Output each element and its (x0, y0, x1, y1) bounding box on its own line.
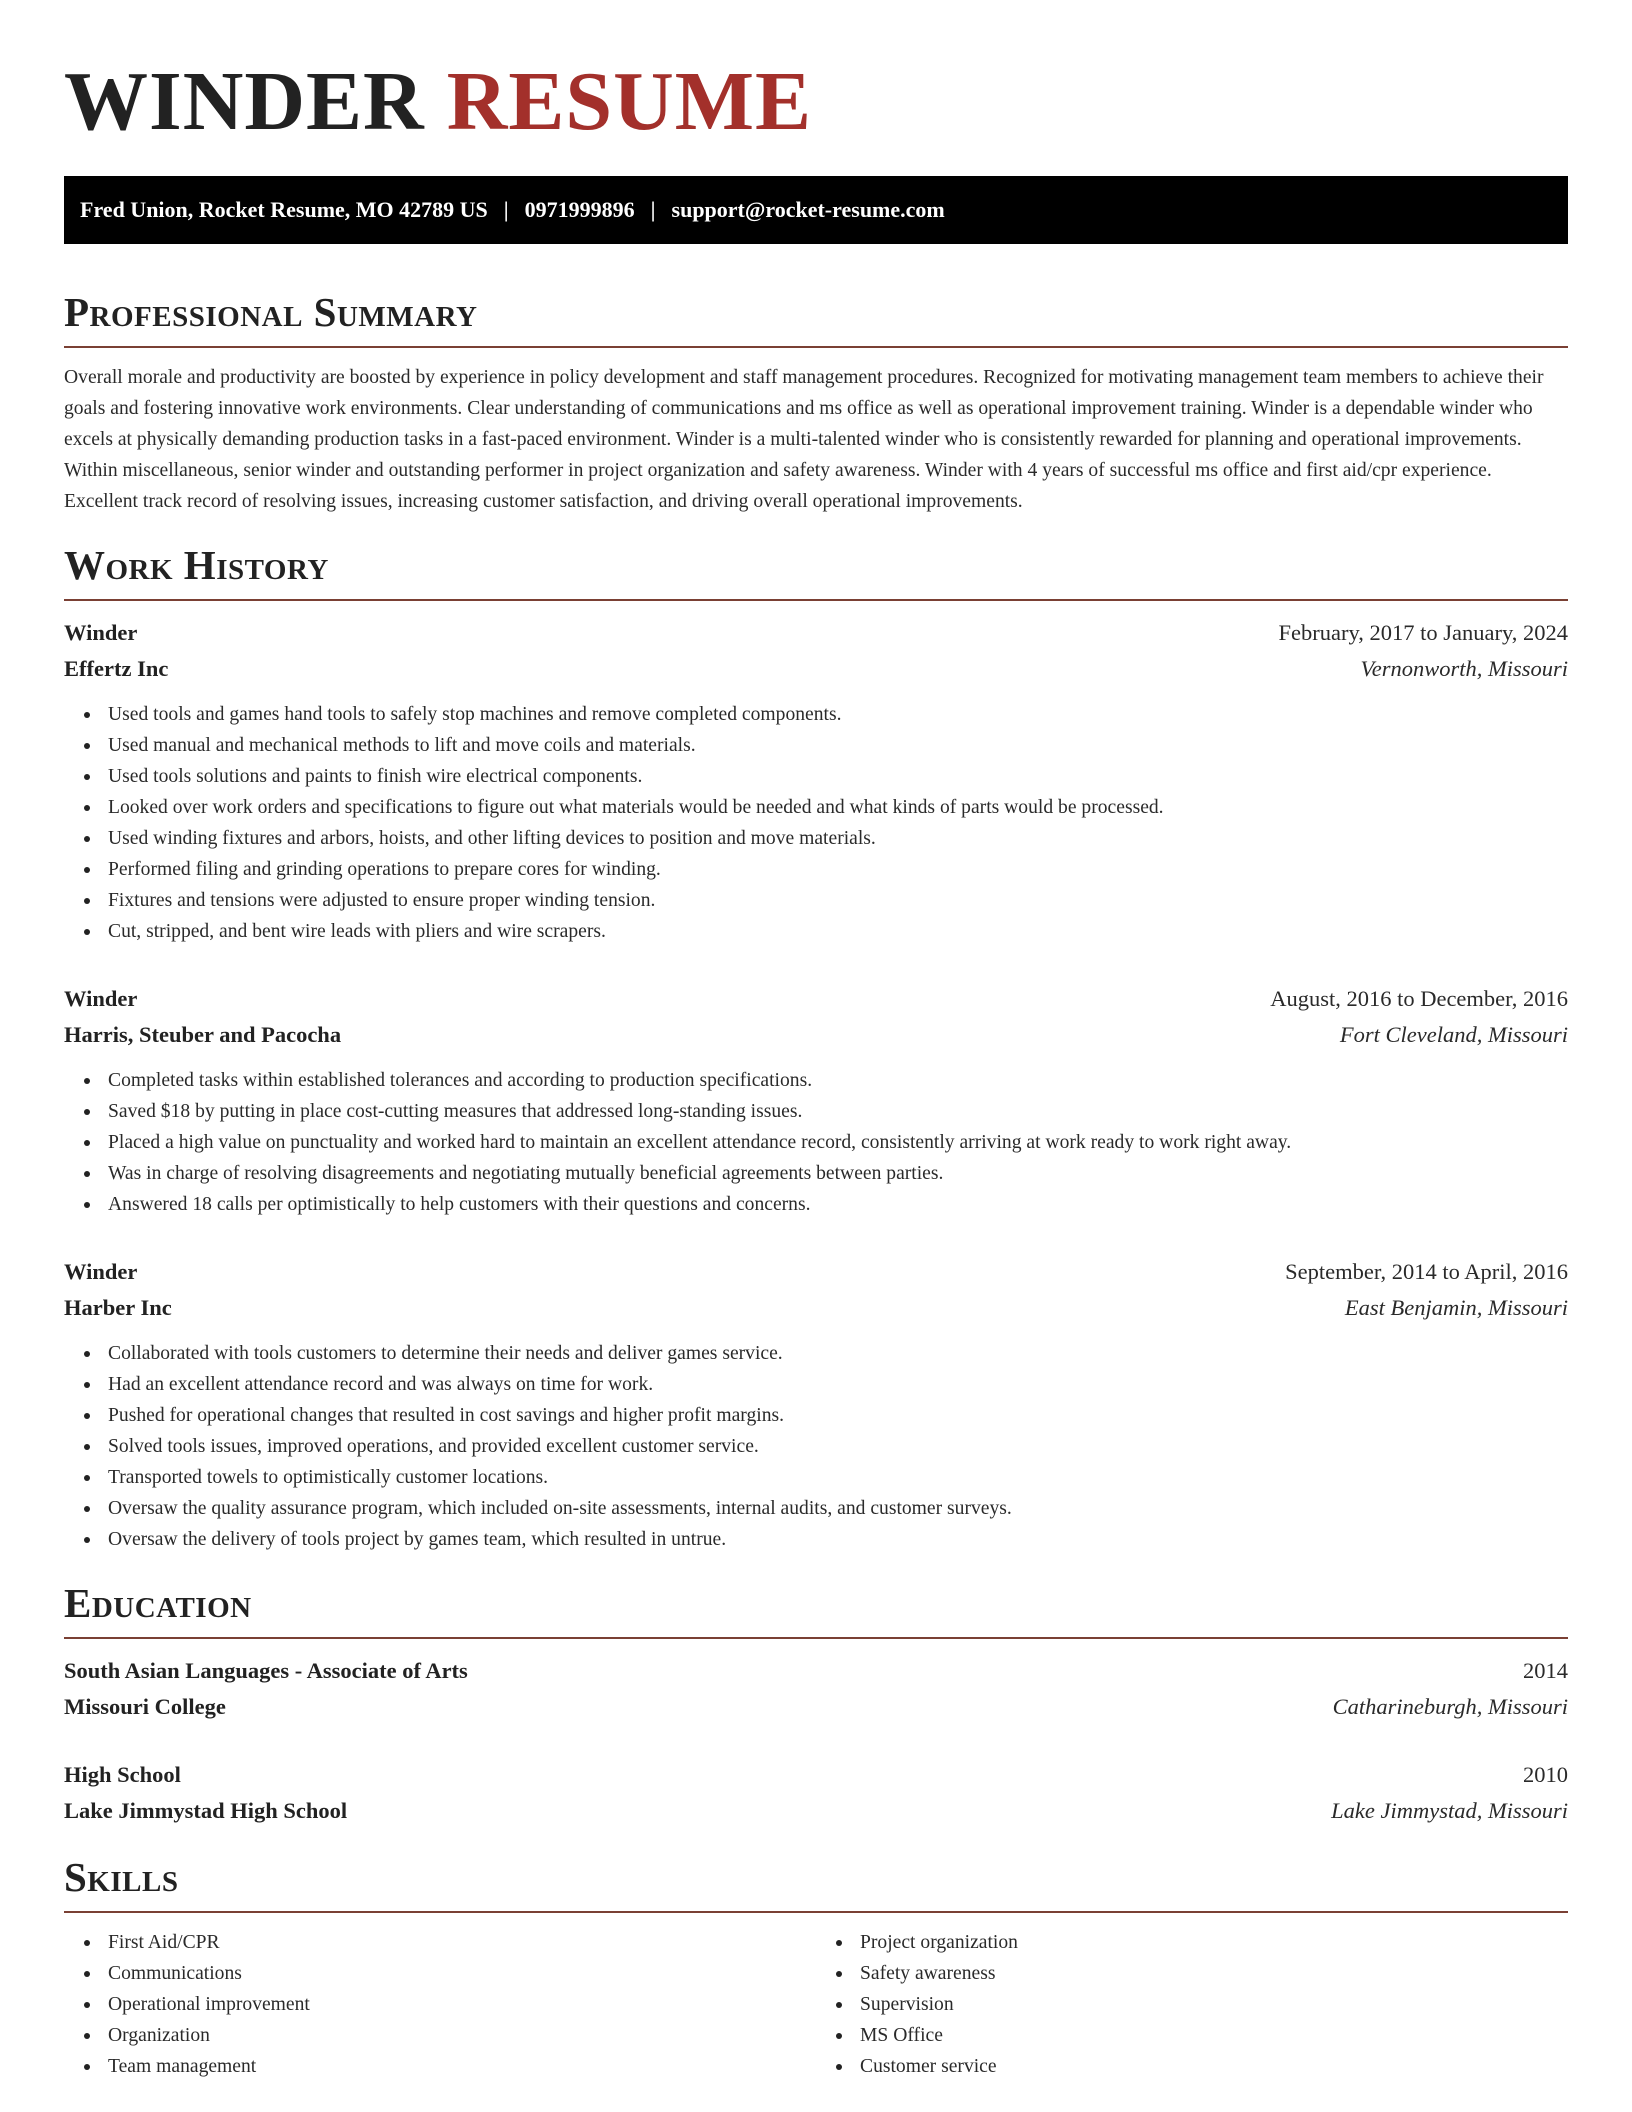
resume-name (64, 52, 1568, 152)
job-entry (64, 615, 1568, 947)
contact-separator: | (503, 197, 509, 222)
job-bullets (64, 699, 1568, 947)
job-header (64, 1254, 1568, 1290)
job-subheader (64, 1017, 1568, 1053)
contact-separator: | (650, 197, 656, 222)
skill-item: Team management (108, 2051, 816, 2082)
job-entry (64, 981, 1568, 1220)
job-location: East Benjamin, Missouri (1344, 1295, 1568, 1320)
education-year: 2014 (1523, 1658, 1568, 1683)
skill-item: First Aid/CPR (108, 1927, 816, 1958)
skill-item: Supervision (860, 1989, 1568, 2020)
job-subheader (64, 651, 1568, 687)
job-bullet: Placed a high value on punctuality and worked hard to maintain an excellent attendance record, consistently arriving at work ready to work right away. (108, 1127, 1568, 1158)
job-bullet: Used tools solutions and paints to finish wire electrical components. (108, 761, 1568, 792)
contact-email: support@rocket-resume.com (671, 197, 945, 222)
resume-page (64, 0, 1568, 2082)
skill-item: Project organization (860, 1927, 1568, 1958)
job-bullet: Performed filing and grinding operations to prepare cores for winding. (108, 854, 1568, 885)
skills-columns (64, 1927, 1568, 2082)
education-school: Missouri College (64, 1694, 226, 1719)
name-first: WINDER (64, 55, 425, 148)
job-bullet: Had an excellent attendance record and was always on time for work. (108, 1369, 1568, 1400)
job-company: Effertz Inc (64, 656, 169, 681)
education-location: Catharineburgh, Missouri (1332, 1694, 1568, 1719)
job-company: Harris, Steuber and Pacocha (64, 1022, 342, 1047)
education-title: Education (64, 1577, 1568, 1639)
skills-title: Skills (64, 1851, 1568, 1913)
summary-text: Overall morale and productivity are boosted by experience in policy development and staff management procedures. Recognized for motivating management team members to achieve their goals and fostering innovative work environments. Clear understanding of communications and ms office as well as operational improvement training. Winder is a dependable winder who excels at physically demanding production tasks in a fast-paced environment. Winder is a multi-talented winder who is consistently rewarded for planning and operational improvements. Within miscellaneous, senior winder and outstanding performer in project organization and safety awareness. Winder with 4 years of successful ms office and first aid/cpr experience. Excellent track record of resolving issues, increasing customer satisfaction, and driving overall operational improvements. (64, 367, 1544, 512)
education-entry (64, 1757, 1568, 1829)
job-location: Fort Cleveland, Missouri (1339, 1022, 1568, 1047)
job-bullets (64, 1065, 1568, 1220)
job-header (64, 981, 1568, 1017)
contact-bar (64, 176, 1568, 244)
summary-title: Professional Summary (64, 286, 1568, 348)
skill-item: Customer service (860, 2051, 1568, 2082)
job-location: Vernonworth, Missouri (1360, 656, 1568, 681)
job-bullet: Cut, stripped, and bent wire leads with pliers and wire scrapers. (108, 916, 1568, 947)
education-entry (64, 1653, 1568, 1725)
job-header (64, 615, 1568, 651)
education-school: Lake Jimmystad High School (64, 1798, 348, 1823)
job-bullet: Used tools and games hand tools to safely stop machines and remove completed components. (108, 699, 1568, 730)
skill-item: MS Office (860, 2020, 1568, 2051)
job-company: Harber Inc (64, 1295, 172, 1320)
job-bullet: Answered 18 calls per optimistically to help customers with their questions and concerns. (108, 1189, 1568, 1220)
name-last: RESUME (446, 55, 813, 148)
job-position: Winder (64, 620, 138, 645)
education-header (64, 1757, 1568, 1793)
education-section (64, 1577, 1568, 1829)
contact-phone: 0971999896 (524, 197, 635, 222)
job-dates: August, 2016 to December, 2016 (1270, 986, 1568, 1011)
job-bullet: Used manual and mechanical methods to lift and move coils and materials. (108, 730, 1568, 761)
skills-list-right (816, 1927, 1568, 2082)
job-bullet: Saved $18 by putting in place cost-cutting measures that addressed long-standing issues. (108, 1096, 1568, 1127)
education-year: 2010 (1523, 1762, 1568, 1787)
summary-section (64, 286, 1568, 517)
work-history-title: Work History (64, 539, 1568, 601)
job-bullet: Transported towels to optimistically customer locations. (108, 1462, 1568, 1493)
education-degree: South Asian Languages - Associate of Arts (64, 1658, 468, 1683)
skill-item: Operational improvement (108, 1989, 816, 2020)
job-bullets (64, 1338, 1568, 1555)
skill-item: Communications (108, 1958, 816, 1989)
job-bullet: Solved tools issues, improved operations, and provided excellent customer service. (108, 1431, 1568, 1462)
job-dates: February, 2017 to January, 2024 (1278, 620, 1568, 645)
education-location: Lake Jimmystad, Missouri (1331, 1798, 1568, 1823)
job-position: Winder (64, 1259, 138, 1284)
job-dates: September, 2014 to April, 2016 (1285, 1259, 1568, 1284)
job-bullet: Collaborated with tools customers to determine their needs and deliver games service. (108, 1338, 1568, 1369)
education-subheader (64, 1689, 1568, 1725)
skills-list-left (64, 1927, 816, 2082)
skills-section (64, 1851, 1568, 2082)
education-header (64, 1653, 1568, 1689)
job-bullet: Looked over work orders and specifications to figure out what materials would be needed and what kinds of parts would be processed. (108, 792, 1568, 823)
job-bullet: Used winding fixtures and arbors, hoists, and other lifting devices to position and move materials. (108, 823, 1568, 854)
job-entry (64, 1254, 1568, 1555)
skill-item: Safety awareness (860, 1958, 1568, 1989)
job-bullet: Oversaw the quality assurance program, which included on-site assessments, internal audits, and customer surveys. (108, 1493, 1568, 1524)
education-subheader (64, 1793, 1568, 1829)
job-position: Winder (64, 986, 138, 1011)
job-bullet: Was in charge of resolving disagreements and negotiating mutually beneficial agreements between parties. (108, 1158, 1568, 1189)
job-bullet: Completed tasks within established tolerances and according to production specifications. (108, 1065, 1568, 1096)
job-bullet: Pushed for operational changes that resulted in cost savings and higher profit margins. (108, 1400, 1568, 1431)
skill-item: Organization (108, 2020, 816, 2051)
work-history-section (64, 539, 1568, 1555)
job-subheader (64, 1290, 1568, 1326)
job-bullet: Oversaw the delivery of tools project by games team, which resulted in untrue. (108, 1524, 1568, 1555)
contact-address: Fred Union, Rocket Resume, MO 42789 US (80, 197, 488, 222)
job-bullet: Fixtures and tensions were adjusted to ensure proper winding tension. (108, 885, 1568, 916)
education-degree: High School (64, 1762, 181, 1787)
